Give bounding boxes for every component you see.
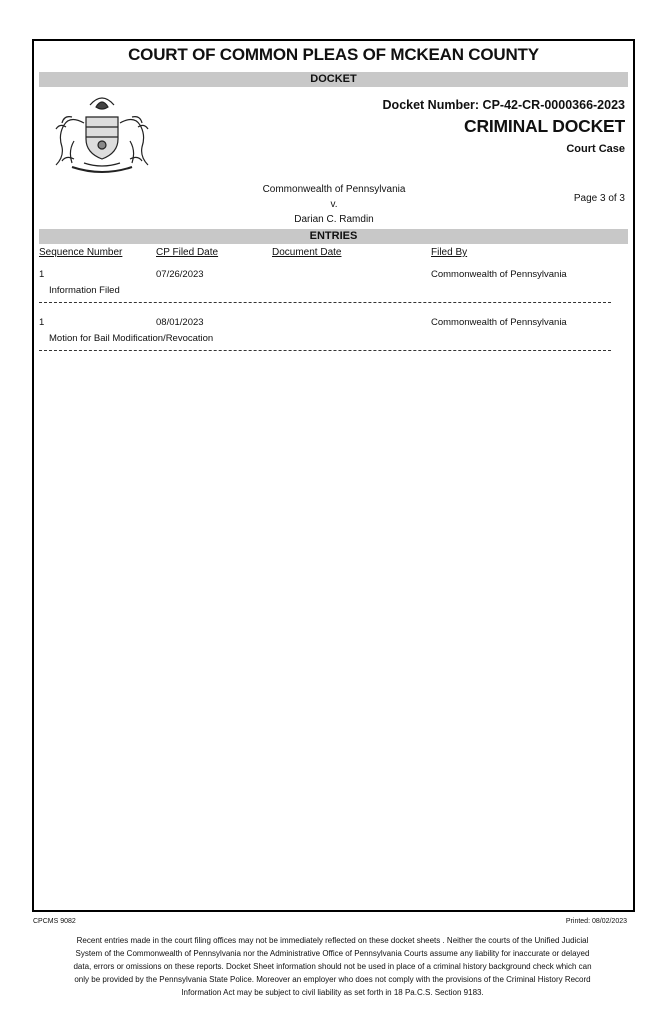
caption-versus: v. [330,199,338,210]
entry-description: Information Filed [49,285,120,296]
entry-description: Motion for Bail Modification/Revocation [49,333,214,344]
entry-filed-by: Commonwealth of Pennsylvania [431,269,567,280]
entry-sequence: 1 [39,269,45,280]
docket-band: DOCKET [39,72,628,87]
caption-plaintiff: Commonwealth of Pennsylvania [262,184,406,195]
docket-number: Docket Number: CP-42-CR-0000366-2023 [382,98,625,112]
column-header-sequence: Sequence Number [39,247,123,258]
caption-defendant: Darian C. Ramdin [294,214,374,225]
entry-sequence: 1 [39,317,45,328]
pennsylvania-seal-icon [44,93,160,179]
case-type: Court Case [566,143,625,155]
column-header-cp-filed: CP Filed Date [156,247,219,258]
disclaimer-text: Recent entries made in the court filing offices may not be immediately reflected on these docket sheets . Neither the courts of the Unified Judicial System of the Commonwealth of Pennsylvania nor the Administrative Office of Pennsylvania Courts assume any liability for inaccurate or delayed data, errors or omissions on these reports. Docket Sheet information should not be used in place of a criminal history background check which can only be provided by the Pennsylvania State Police. Moreover an employer who does not comply with the provisions of the Criminal History Record Information Act may be subject to civil liability as set forth in 18 Pa.C.S. Section 9183. [73,936,592,997]
printed-date: Printed: 08/02/2023 [565,918,627,925]
docket-frame [32,39,635,912]
column-header-document-date: Document Date [272,247,342,258]
row-divider [39,302,611,303]
form-code: CPCMS 9082 [33,918,76,925]
page-number: Page 3 of 3 [573,193,625,204]
entry-cp-filed-date: 08/01/2023 [156,317,204,328]
entry-cp-filed-date: 07/26/2023 [156,269,204,280]
docket-type: CRIMINAL DOCKET [464,116,625,136]
entries-band: ENTRIES [39,229,628,244]
column-header-filed-by: Filed By [431,247,468,258]
row-divider [39,350,611,351]
entry-filed-by: Commonwealth of Pennsylvania [431,317,567,328]
court-title: COURT OF COMMON PLEAS OF MCKEAN COUNTY [128,45,539,64]
